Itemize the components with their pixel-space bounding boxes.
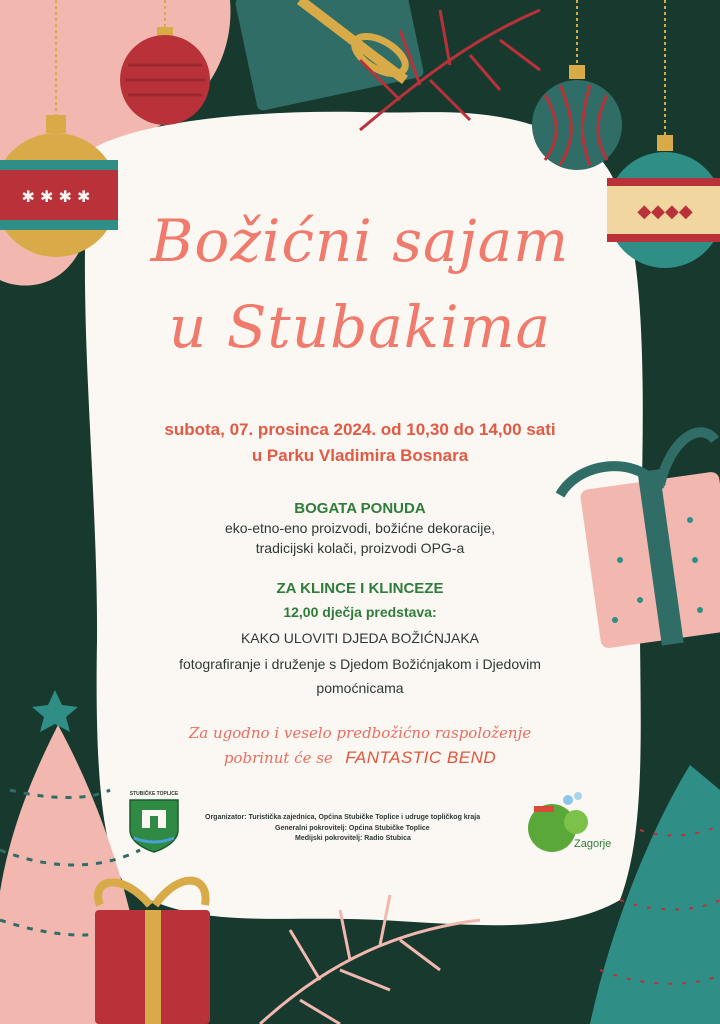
ornament-teal-striped <box>532 65 622 170</box>
offer-line2: tradicijski kolači, proizvodi OPG-a <box>255 540 465 556</box>
title-line1: Božićni sajam <box>150 207 570 275</box>
kids-show-title: KAKO ULOVITI DJEDA BOŽIĆNJAKA <box>240 630 480 646</box>
offer-heading: BOGATA PONUDA <box>294 500 426 517</box>
svg-text:✱ ✱ ✱ ✱: ✱ ✱ ✱ ✱ <box>21 187 91 206</box>
credits-organizer: Organizator: Turistička zajednica, Općina Stubičke Toplice i udruge topličkog kraja <box>205 814 481 821</box>
band-name: FANTASTIC BEND <box>345 748 497 767</box>
svg-text:◆◆◆◆: ◆◆◆◆ <box>637 201 693 222</box>
closing-line2 <box>0 748 720 768</box>
kids-show: 12,00 dječja predstava: <box>283 604 437 620</box>
stubicke-toplice-crest <box>130 800 178 852</box>
credits-sponsor: Generalni pokrovitelj: Općina Stubičke Toplice <box>275 825 430 832</box>
date-line: subota, 07. prosinca 2024. od 10,30 do 14,00 sati <box>164 420 556 439</box>
offer-line1: eko-etno-eno proizvodi, božićne dekoracije, <box>224 520 496 536</box>
kids-heading: ZA KLINCE I KLINCEZE <box>276 580 444 597</box>
credits-media: Medijski pokrovitelj: Radio Stubica <box>295 835 411 842</box>
closing-prefix: pobrinut će se <box>223 749 333 767</box>
kids-photo-line1: fotografiranje i druženje s Djedom Božićnjakom i Djedovim <box>179 656 541 672</box>
kids-photo-line2: pomoćnicama <box>316 680 404 696</box>
place-line: u Parku Vladimira Bosnara <box>251 446 469 465</box>
title-line2: u Stubakima <box>168 293 552 361</box>
closing-line1: Za ugodno i veselo predbožićno raspoloženje <box>188 724 532 742</box>
crest-label: STUBIČKE TOPLICE <box>129 791 179 797</box>
zagorje-label: Zagorje <box>574 838 612 850</box>
